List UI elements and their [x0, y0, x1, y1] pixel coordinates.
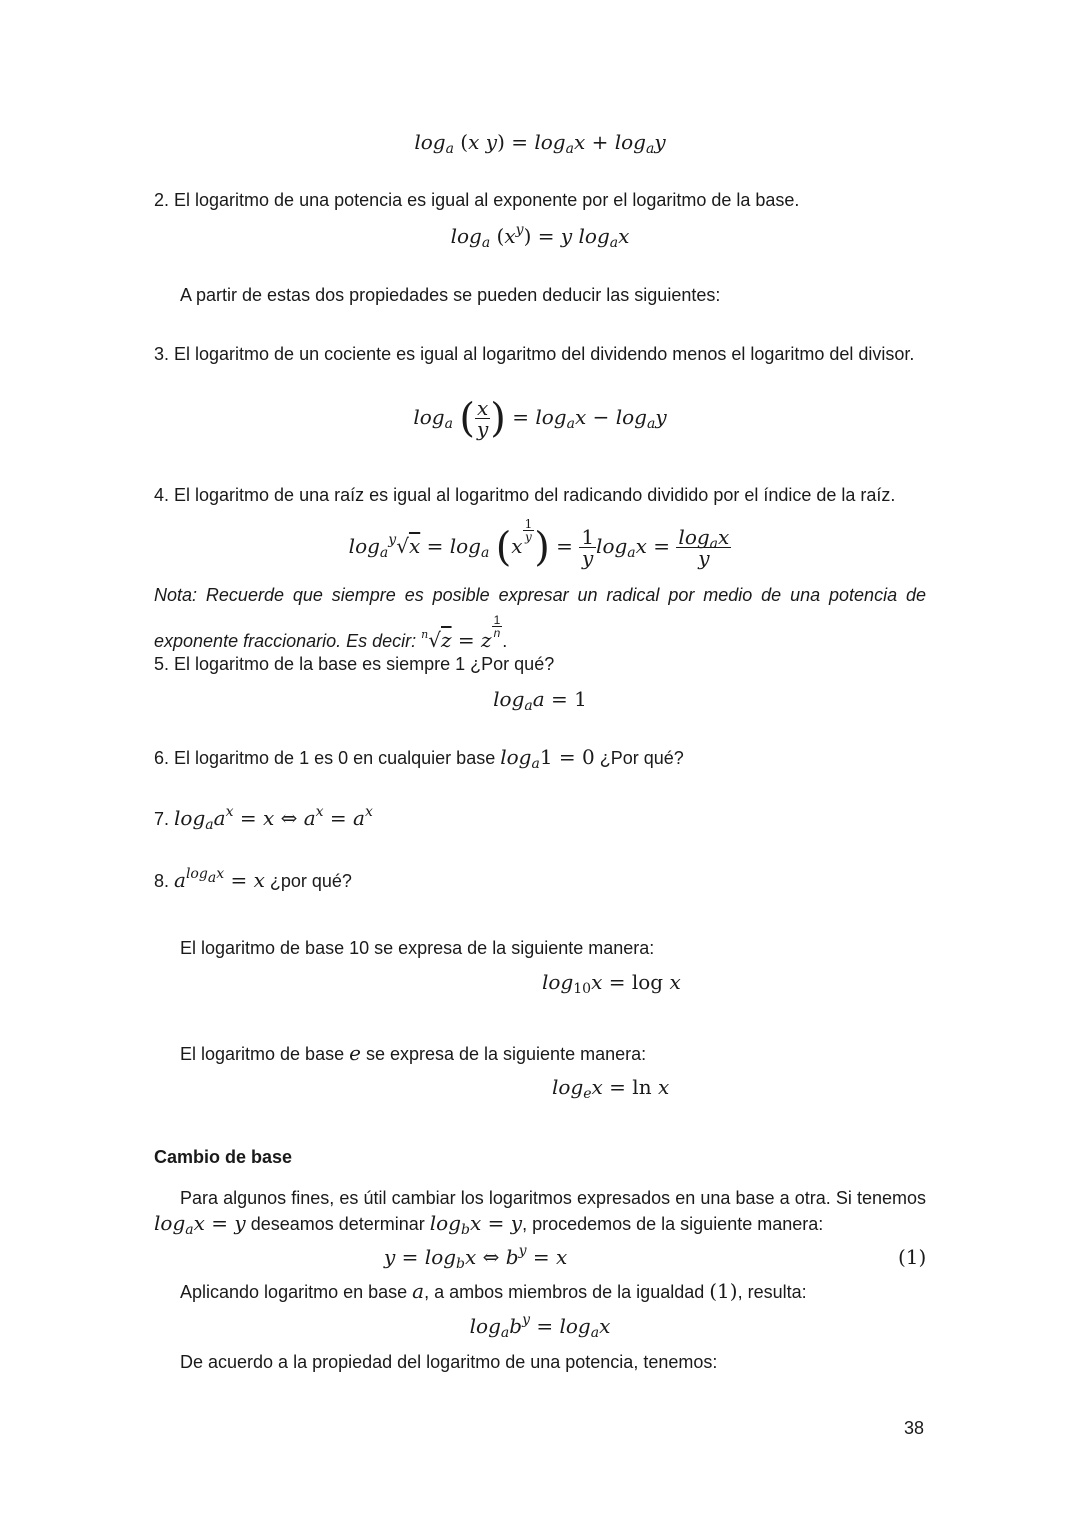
section-title: Cambio de base	[154, 1147, 293, 1167]
item-7-label: 7.	[154, 809, 175, 829]
basee-text: El logaritmo de base e se expresa de la siguiente manera:	[180, 1041, 647, 1065]
item-8: 8. $a^{log_ax} = x$ ¿por qué?	[154, 866, 352, 892]
item-4-text: 4. El logaritmo de una raíz es igual al logaritmo del radicando dividido por el índice de la raíz.	[154, 485, 896, 505]
base10-text: El logaritmo de base 10 se expresa de la siguiente manera:	[180, 938, 655, 958]
equation-log-power-b: $\log_ab^y = \log_ax$	[469, 1312, 611, 1341]
equation-ln: $\log_ex = \ln x$	[552, 1075, 670, 1102]
equation-number: (1)	[898, 1245, 927, 1269]
equation-log10: $\log_{10}x = \log x$	[542, 970, 681, 997]
item-8-suffix: ¿por qué?	[264, 871, 352, 891]
note-line-2-text: exponente fraccionario. Es decir:	[154, 631, 422, 651]
equation-log-base: $\log_aa = 1$	[493, 687, 587, 714]
equation-product-rule: $\log_a (x$ $y) = \log_ax + \log_ay$	[414, 130, 666, 157]
page-number: 38	[904, 1418, 925, 1438]
item-6: 6. El logaritmo de 1 es 0 en cualquier base $\log_a1 = 0$ ¿Por qué?	[154, 745, 684, 772]
equation-power-rule: $\log_a (x^y) = y$ $\log_ax$	[450, 222, 630, 251]
item-6-text: 6. El logaritmo de 1 es 0 en cualquier base	[154, 748, 501, 768]
para2-mid: , a ambos miembros de la igualdad	[424, 1282, 710, 1302]
para2-suffix: , resulta:	[737, 1282, 807, 1302]
item-6-suffix: ¿Por qué?	[594, 748, 684, 768]
item-3-text: 3. El logaritmo de un cociente es igual al logaritmo del dividendo menos el logaritmo del divisor.	[154, 344, 915, 364]
basee-suffix: se expresa de la siguiente manera:	[360, 1044, 647, 1064]
item-8-label: 8.	[154, 871, 175, 891]
change-base-para-1-line-1: Para algunos fines, es útil cambiar los logaritmos expresados en una base a otra. Si tenemos	[180, 1188, 926, 1208]
item-2-text: 2. El logaritmo de una potencia es igual al exponente por el logaritmo de la base.	[154, 190, 800, 210]
equation-quotient-rule: $\log_a$ ( $\frac{x}{y}$ ) = $\log_ax - \log_ay$	[413, 395, 667, 442]
change-base-para-2: Aplicando logaritmo en base a, a ambos miembros de la igualdad (1), resulta:	[180, 1279, 807, 1303]
change-base-para-1-line-2: $\log_ax = y$ deseamos determinar $\log_bx = y$, procedemos de la siguiente manera:	[154, 1211, 824, 1238]
item-7: 7. $\log_aa^x = x$ ⇔ $a^x = a^x$	[154, 804, 373, 833]
note-line-1: Nota: Recuerde que siempre es posible expresar un radical por medio de una potencia de	[154, 585, 926, 605]
equation-1: $y = \log_bx$ ⇔ $b^y = x$	[384, 1243, 568, 1272]
equation-root-rule: $\log_a^y√x = \log_a (x$ $\frac{1}{y}$ ) = $\frac{1}{y}$ $\log_ax$ = $\frac{\log_ax}{y}$	[348, 517, 730, 571]
para2-prefix: Aplicando logaritmo en base	[180, 1282, 413, 1302]
basee-prefix: El logaritmo de base	[180, 1044, 350, 1064]
para1-mid: deseamos determinar	[245, 1214, 430, 1234]
para1-suffix: , procedemos de la siguiente manera:	[522, 1214, 824, 1234]
change-base-para-3: De acuerdo a la propiedad del logaritmo de una potencia, tenemos:	[180, 1352, 718, 1372]
item-5-text: 5. El logaritmo de la base es siempre 1 ¿Por qué?	[154, 654, 555, 674]
intro-text: A partir de estas dos propiedades se pueden deducir las siguientes:	[180, 285, 721, 305]
note-line-2: exponente fraccionario. Es decir: $^n$√z = z $\frac{1}{n}$ .	[154, 613, 508, 652]
